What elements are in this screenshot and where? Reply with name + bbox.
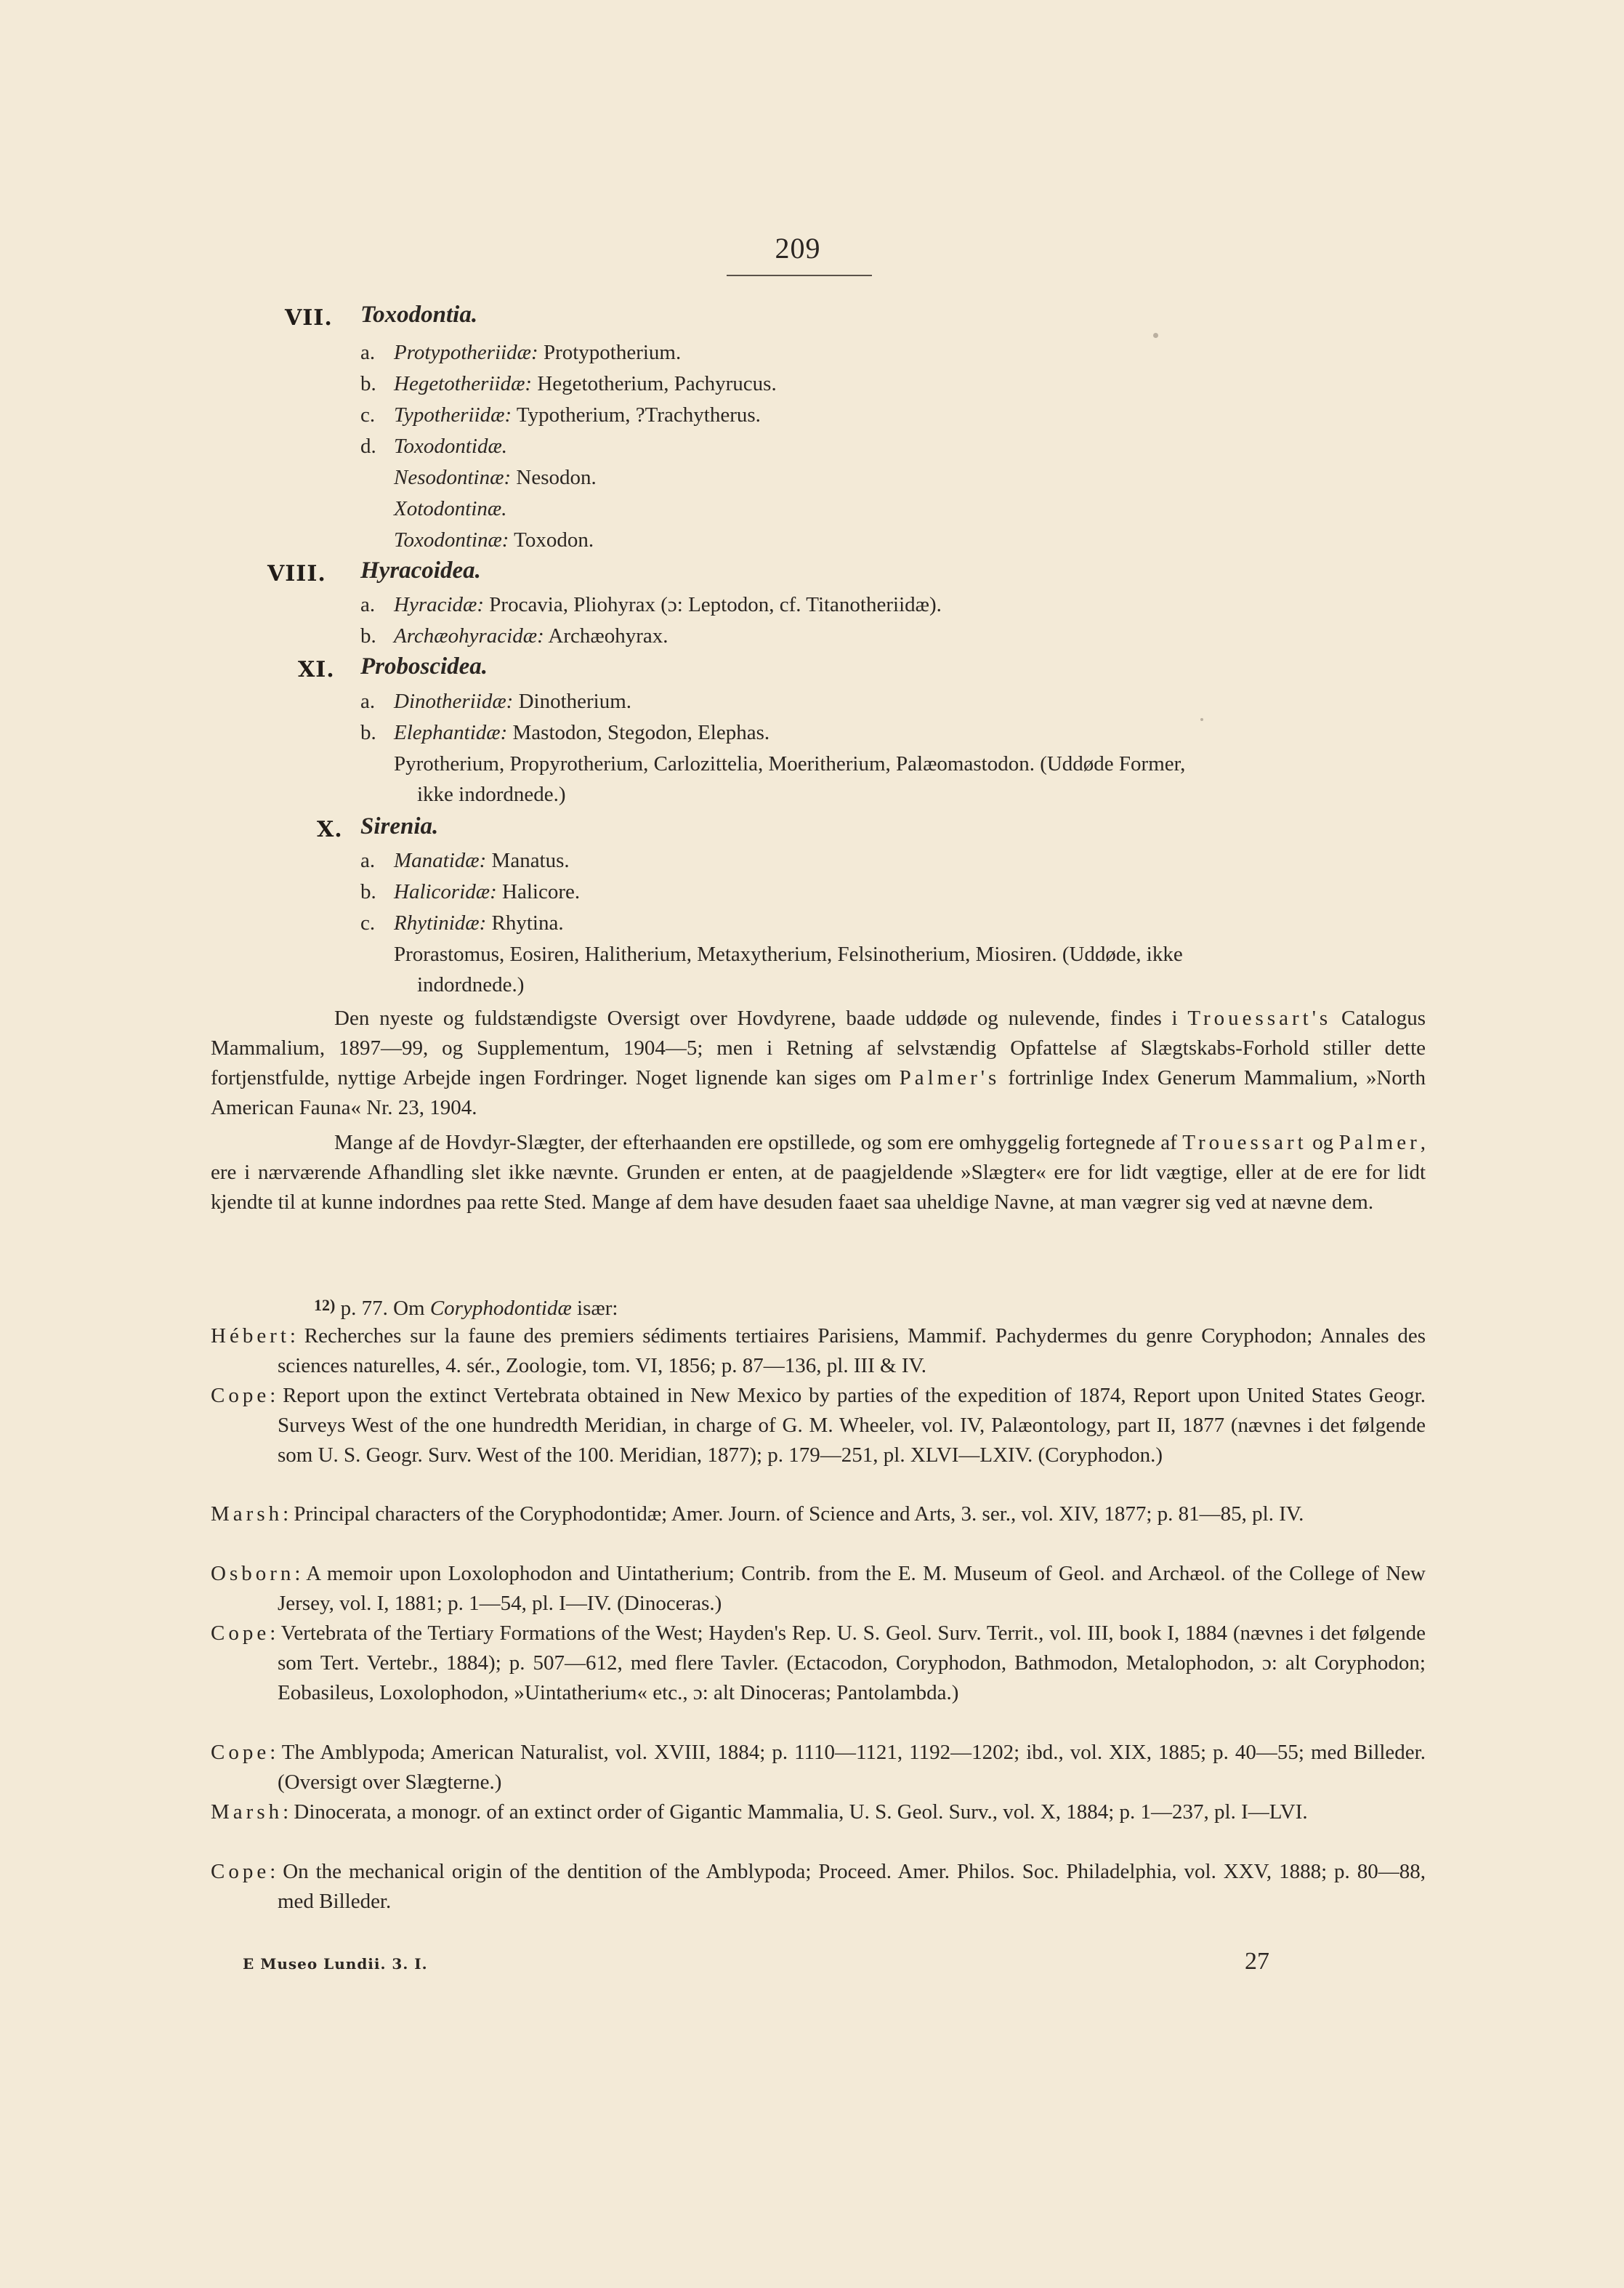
reference-entry: Marsh: Principal characters of the Coryphodontidæ; Amer. Journ. of Science and Arts, 3. ser., vol. XIV, 1877; p. 81—85, pl. IV. xyxy=(211,1502,1304,1526)
reference-entry: Marsh: Dinocerata, a monogr. of an extinct order of Gigantic Mammalia, U. S. Geol. Surv., vol. X, 1884; p. 1—237, pl. I—LVI. xyxy=(211,1800,1308,1824)
extinct-genera-note-cont: ikke indordnede.) xyxy=(417,783,566,806)
reference-entry: Cope: On the mechanical origin of the dentition of the Amblypoda; Proceed. Amer. Philos. Soc. Philadelphia, vol. XXV, 1888; p. 80—88, med Billeder. xyxy=(211,1860,1426,1913)
classification-item: b. Hegetotheriidæ: Hegetotherium, Pachyrucus. xyxy=(360,372,777,395)
reference-entry: Cope: The Amblypoda; American Naturalist, vol. XVIII, 1884; p. 1110—1121, 1192—1202; ibd., vol. XIX, 1885; p. 40—55; med Billeder. (Oversigt over Slægterne.) xyxy=(211,1741,1426,1794)
reference-entry: Osborn: A memoir upon Loxolophodon and Uintatherium; Contrib. from the E. M. Museum of Geol. and Archæol. of the College of New Jersey, vol. I, 1881; p. 1—54, pl. I—IV. (Dinoceras.) xyxy=(211,1562,1426,1615)
body-paragraph: Den nyeste og fuldstændigste Oversigt over Hovdyrene, baade uddøde og nulevende, findes i Trouessart's Catalogus Mammalium, 1897—99, og Supplementum, 1904—5; men i Retning af selvstændig Opfattelse af Slægtskabs-Forhold stiller dette fortjenstfulde, nyttige Arbejde ingen Fordringer. Noget lignende kan siges om Palmer's fortrinlige Index Generum Mammalium, »North American Fauna« Nr. 23, 1904. xyxy=(211,1007,1426,1119)
classification-item: c. Typotheriidæ: Typotherium, ?Trachytherus. xyxy=(360,403,761,427)
classification-item: c. Rhytinidæ: Rhytina. xyxy=(360,911,564,935)
reference-entry: Cope: Report upon the extinct Vertebrata obtained in New Mexico by parties of the expedition of 1874, Report upon United States Geogr. Surveys West of the one hundredth Meridian, in charge of G. M. Wheeler, vol. IV, Palæontology, part II, 1877 (nævnes i det følgende som U. S. Geogr. Surv. West of the 100. Meridian, 1877); p. 179—251, pl. XLVI—LXIV. (Coryphodon.) xyxy=(211,1384,1426,1467)
extinct-genera-note: Pyrotherium, Propyrotherium, Carlozittelia, Moeritherium, Palæomastodon. (Uddøde Former, xyxy=(394,752,1186,776)
order-numeral-hyracoidea: VIII. xyxy=(267,561,326,587)
classification-item: b. Archæohyracidæ: Archæohyrax. xyxy=(360,624,668,648)
reference-entry: Cope: Vertebrata of the Tertiary Formations of the West; Hayden's Rep. U. S. Geol. Surv. Territ., vol. III, book I, 1884 (nævnes i det følgende som Tert. Vertebr., 1884); p. 507—612, med flere Tavler. (Ectacodon, Coryphodon, Bathmodon, Metalophodon, ɔ: alt Coryphodon; Eobasileus, Loxolophodon, »Uintatherium« etc., ɔ: alt Dinoceras; Pantolambda.) xyxy=(211,1622,1426,1704)
order-name-sirenia: Sirenia. xyxy=(360,813,439,839)
extinct-genera-note: Prorastomus, Eosiren, Halitherium, Metaxytherium, Felsinotherium, Miosiren. (Uddøde, ikke xyxy=(394,943,1183,966)
classification-item: a. Manatidæ: Manatus. xyxy=(360,849,570,872)
classification-item: d. Toxodontidæ. xyxy=(360,435,508,458)
classification-item: a. Protypotheriidæ: Protypotherium. xyxy=(360,341,682,364)
order-name-hyracoidea: Hyracoidea. xyxy=(360,557,481,584)
classification-item: a. Hyracidæ: Procavia, Pliohyrax (ɔ: Leptodon, cf. Titanotheriidæ). xyxy=(360,593,942,616)
classification-item: b. Elephantidæ: Mastodon, Stegodon, Elephas. xyxy=(360,721,770,744)
classification-subfamily: Toxodontinæ: Toxodon. xyxy=(394,528,594,552)
order-name-proboscidea: Proboscidea. xyxy=(360,653,488,680)
classification-item: b. Halicoridæ: Halicore. xyxy=(360,880,581,903)
page-number: 209 xyxy=(775,232,821,265)
reference-entry: Hébert: Recherches sur la faune des premiers sédiments tertiaires Parisiens, Mammif. Pachydermes du genre Coryphodon; Annales des sciences naturelles, 4. sér., Zoologie, tom. VI, 1856; p. 87—136, pl. III & IV. xyxy=(211,1324,1426,1377)
classification-subfamily: Nesodontinæ: Nesodon. xyxy=(394,466,597,489)
order-numeral-proboscidea: XI. xyxy=(298,657,335,682)
signature-mark: E Museo Lundii. 3. I. xyxy=(243,1955,428,1973)
order-numeral-sirenia: X. xyxy=(317,817,343,842)
classification-subfamily: Xotodontinæ. xyxy=(394,497,507,520)
order-numeral-toxodontia: VII. xyxy=(285,305,333,331)
signature-number: 27 xyxy=(1245,1948,1269,1975)
extinct-genera-note-cont: indordnede.) xyxy=(417,973,525,996)
footnote-heading: $^{12)}$ p. 77. Om Coryphodontidæ især: xyxy=(314,1296,618,1320)
paper-speck xyxy=(1153,333,1158,338)
classification-item: a. Dinotheriidæ: Dinotherium. xyxy=(360,690,632,713)
body-paragraph: Mange af de Hovdyr-Slægter, der efterhaanden ere opstillede, og som ere omhyggelig fortegnede af Trouessart og Palmer, ere i nærværende Afhandling slet ikke nævnte. Grunden er enten, at de paagjeldende »Slægter« ere for lidt vægtige, eller at de ere for lidt kjendte til at kunne indordnes paa rette Sted. Mange af dem have desuden faaet saa uheldige Navne, at man vægrer sig ved at nævne dem. xyxy=(211,1131,1426,1214)
order-name-toxodontia: Toxodontia. xyxy=(360,302,478,328)
paper-speck xyxy=(1200,718,1203,721)
page-number-rule xyxy=(727,275,872,276)
